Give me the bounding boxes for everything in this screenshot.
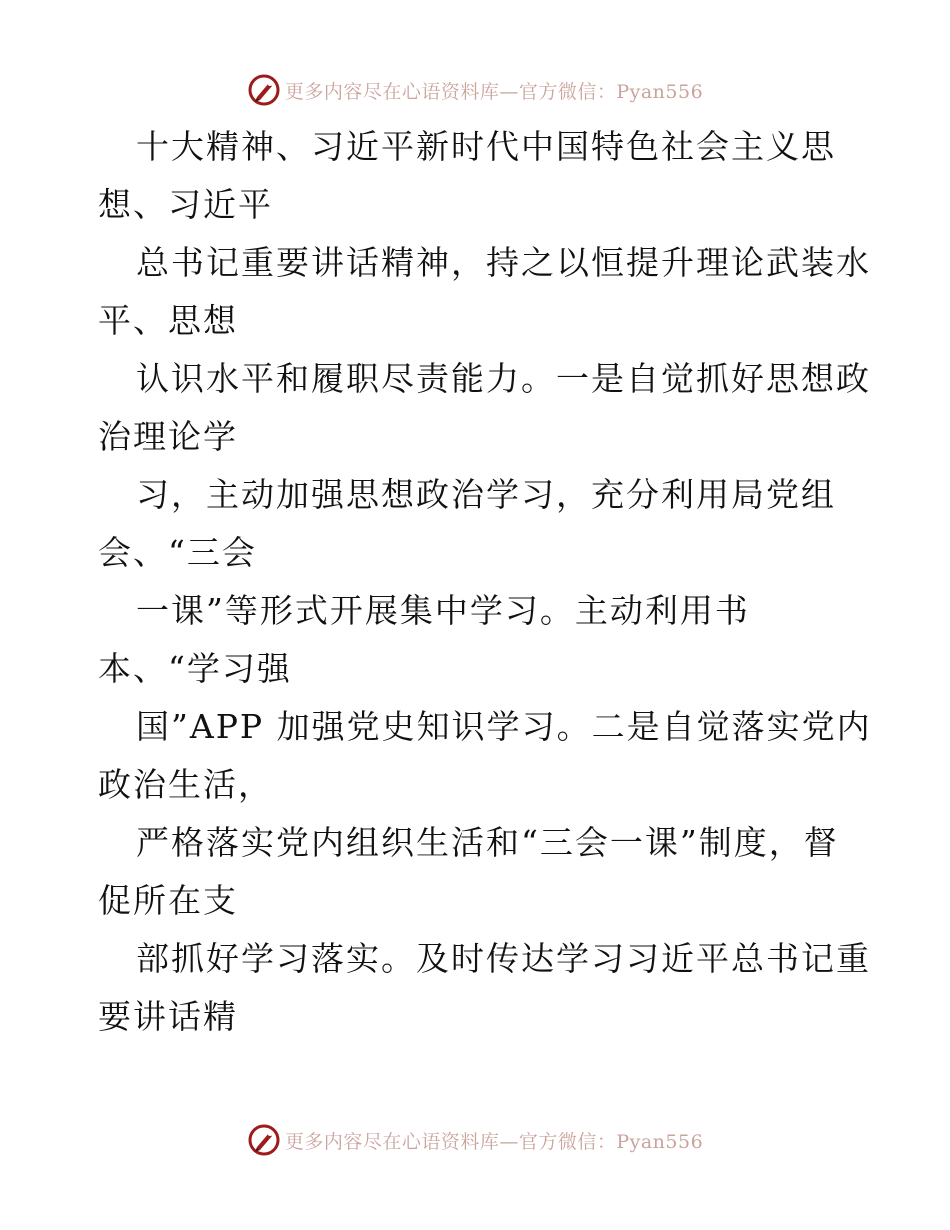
footer-watermark-group <box>247 1123 703 1157</box>
footer-watermark-text: 更多内容尽在心语资料库—官方微信：Pyan556 <box>284 1130 704 1153</box>
pen-nib-logo-icon <box>247 73 281 107</box>
text-line-3: 总书记重要讲话精神，持之以恒提升理论武装水 <box>136 243 871 282</box>
text-line-6: 治理论学 <box>98 417 238 456</box>
text-line-1: 十大精神、习近平新时代中国特色社会主义思 <box>136 127 836 166</box>
text-line-5: 认识水平和履职尽责能力。一是自觉抓好思想政 <box>136 359 871 398</box>
text-line-13: 严格落实党内组织生活和“三会一课”制度，督 <box>136 823 839 862</box>
text-line-10: 本、“学习强 <box>98 649 292 688</box>
text-line-4: 平、思想 <box>98 301 238 340</box>
text-line-15: 部抓好学习落实。及时传达学习习近平总书记重 <box>136 939 871 978</box>
text-line-12: 政治生活， <box>98 765 273 804</box>
text-line-2: 想、习近平 <box>98 185 273 224</box>
header-watermark-group <box>247 73 703 107</box>
text-line-14: 促所在支 <box>98 881 238 920</box>
pen-nib-logo-icon <box>247 1123 281 1157</box>
text-line-16: 要讲话精 <box>98 997 238 1036</box>
header-watermark <box>0 70 950 110</box>
text-line-8: 会、“三会 <box>98 533 257 572</box>
text-line-11: 国”APP 加强党史知识学习。二是自觉落实党内 <box>136 707 872 746</box>
text-line-9: 一课”等形式开展集中学习。主动利用书 <box>136 591 750 630</box>
footer-watermark <box>0 1120 950 1160</box>
document-body <box>98 118 872 1046</box>
text-line-7: 习，主动加强思想政治学习，充分利用局党组 <box>136 475 836 514</box>
header-watermark-text: 更多内容尽在心语资料库—官方微信：Pyan556 <box>284 80 704 103</box>
